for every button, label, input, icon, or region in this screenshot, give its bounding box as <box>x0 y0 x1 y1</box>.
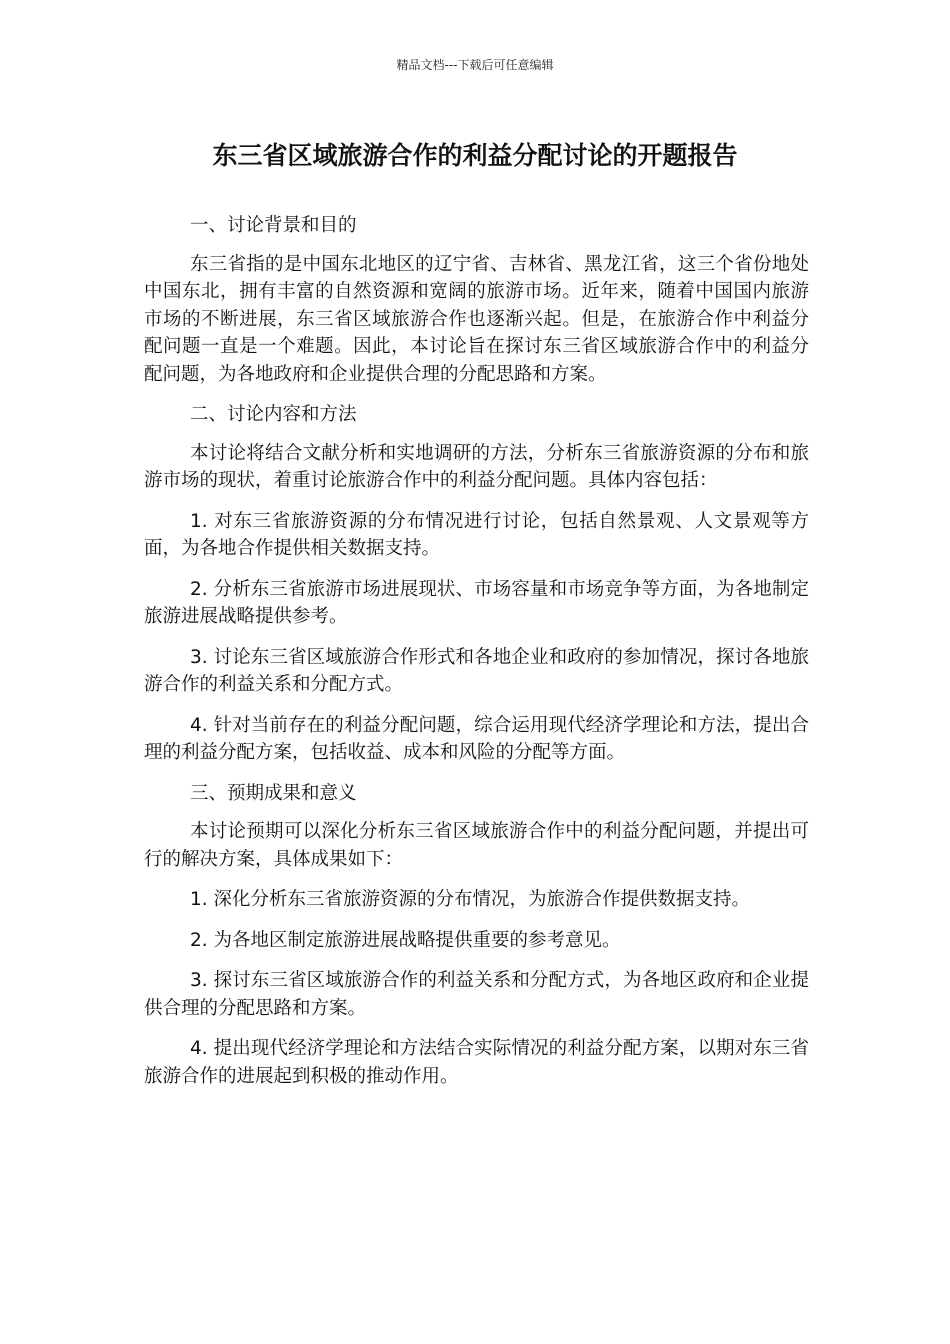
paragraph-outcomes: 本讨论预期可以深化分析东三省区域旅游合作中的利益分配问题，并提出可行的解决方案，具体成果如下： <box>144 821 809 870</box>
document-title: 东三省区域旅游合作的利益分配讨论的开题报告 <box>212 141 738 170</box>
list-item-outcome-3: 3. 探讨东三省区域旅游合作的利益关系和分配方式，为各地区政府和企业提供合理的分配思路和方案。 <box>144 970 809 1019</box>
paragraph-content-method: 本讨论将结合文献分析和实地调研的方法，分析东三省旅游资源的分布和旅游市场的现状，着重讨论旅游合作中的利益分配问题。具体内容包括： <box>144 442 809 491</box>
list-item-content-1: 1. 对东三省旅游资源的分布情况进行讨论，包括自然景观、人文景观等方面，为各地合作提供相关数据支持。 <box>144 510 809 559</box>
list-item-outcome-1: 1. 深化分析东三省旅游资源的分布情况，为旅游合作提供数据支持。 <box>190 889 751 910</box>
list-item-content-3: 3. 讨论东三省区域旅游合作形式和各地企业和政府的参加情况，探讨各地旅游合作的利益关系和分配方式。 <box>144 646 809 695</box>
section-heading-background: 一、讨论背景和目的 <box>190 215 357 236</box>
list-item-outcome-4: 4. 提出现代经济学理论和方法结合实际情况的利益分配方案，以期对东三省旅游合作的进展起到积极的推动作用。 <box>144 1038 809 1087</box>
paragraph-background: 东三省指的是中国东北地区的辽宁省、吉林省、黑龙江省，这三个省份地处中国东北，拥有丰富的自然资源和宽阔的旅游市场。近年来，随着中国国内旅游市场的不断进展，东三省区域旅游合作也逐渐兴起。但是，在旅游合作中利益分配问题一直是一个难题。因此，本讨论旨在探讨东三省区域旅游合作中的利益分配问题，为各地政府和企业提供合理的分配思路和方案。 <box>144 253 809 385</box>
list-item-content-2: 2. 分析东三省旅游市场进展现状、市场容量和市场竞争等方面，为各地制定旅游进展战略提供参考。 <box>144 578 809 627</box>
list-item-outcome-2: 2. 为各地区制定旅游进展战略提供重要的参考意见。 <box>190 929 621 951</box>
list-item-content-4: 4. 针对当前存在的利益分配问题，综合运用现代经济学理论和方法，提出合理的利益分配方案，包括收益、成本和风险的分配等方面。 <box>144 714 809 763</box>
document-body <box>144 212 809 1103</box>
section-heading-outcomes: 三、预期成果和意义 <box>190 782 357 804</box>
page-header: 精品文档---下载后可任意编辑 <box>396 58 554 72</box>
section-heading-content-method: 二、讨论内容和方法 <box>190 404 357 425</box>
